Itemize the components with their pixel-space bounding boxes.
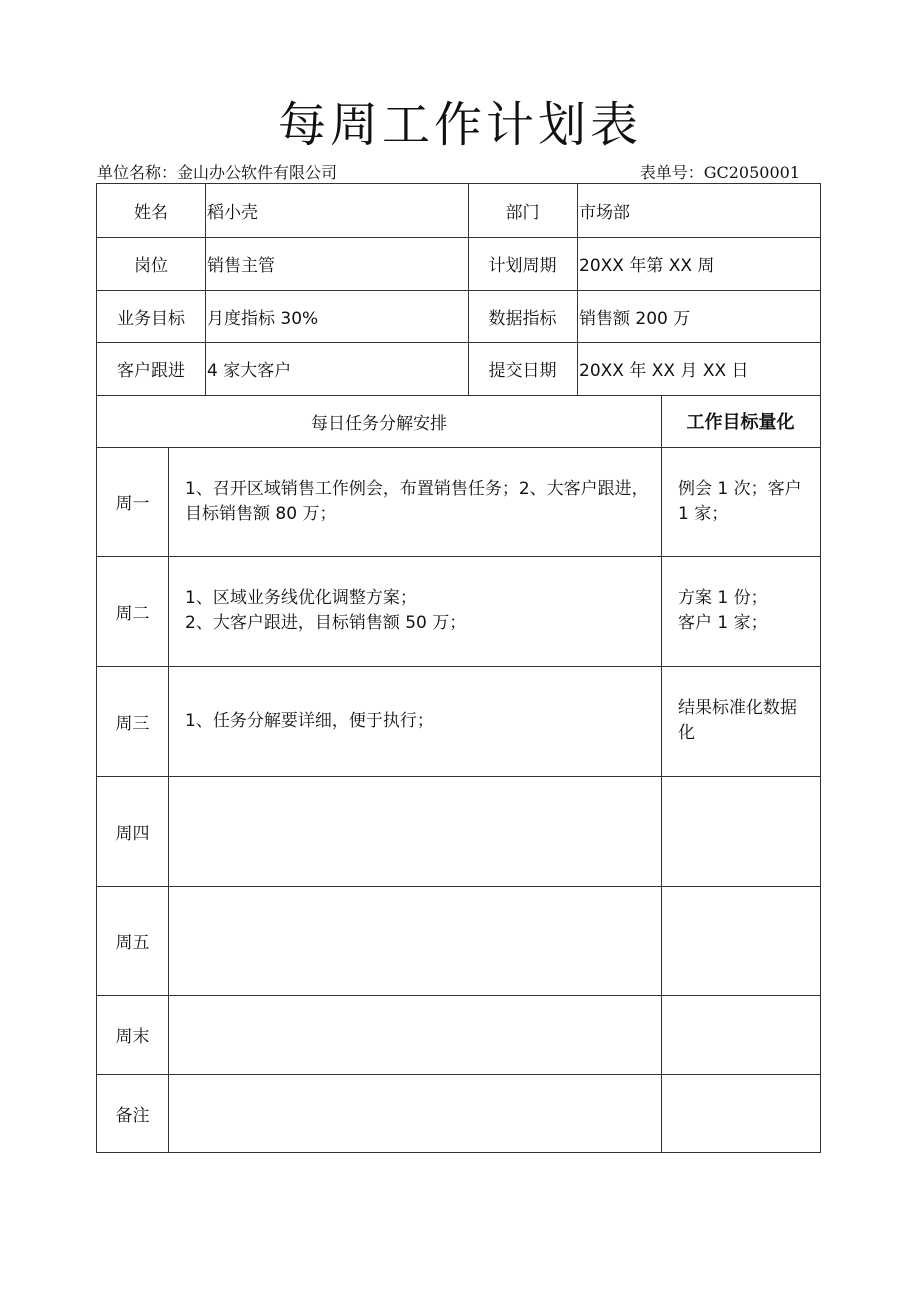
submit-label: 提交日期 [488, 361, 557, 381]
dept-value: 市场部 [579, 203, 630, 223]
client-value: 4 家大客户 [207, 361, 292, 381]
remarks-goal [662, 1074, 820, 1152]
period-label: 计划周期 [488, 256, 557, 276]
name-label: 姓名 [134, 203, 168, 223]
day-task [169, 776, 661, 886]
day-goal [662, 776, 820, 886]
data-label: 数据指标 [488, 308, 557, 329]
form-number: 表单号：GC2050001 [639, 163, 800, 182]
target-value: 月度指标 30% [207, 308, 319, 329]
plan-table [96, 183, 821, 1153]
day-task: 1、任务分解要详细，便于执行； [185, 710, 434, 731]
remarks-label: 备注 [115, 1105, 150, 1126]
day-goal: 例会 1 次；客户 1 家； [678, 478, 802, 524]
position-label: 岗位 [134, 256, 168, 276]
day-goal [662, 995, 820, 1074]
day-task: 1、区域业务线优化调整方案； 2、大客户跟进，目标销售额 50 万； [185, 588, 467, 633]
name-value: 稻小壳 [207, 203, 258, 223]
submit-value: 20XX 年 XX 月 XX 日 [579, 361, 749, 381]
day-label: 周三 [115, 713, 150, 734]
dept-label: 部门 [505, 203, 540, 223]
day-label: 周末 [115, 1027, 150, 1047]
day-goal: 结果标准化数据化 [678, 698, 797, 743]
day-label: 周二 [115, 603, 150, 624]
day-goal [662, 886, 820, 995]
position-value: 销售主管 [207, 256, 275, 276]
client-label: 客户跟进 [117, 361, 185, 381]
goals-header: 工作目标量化 [686, 412, 795, 433]
day-label: 周四 [115, 823, 150, 844]
page-title: 每周工作计划表 [277, 97, 642, 153]
data-value: 销售额 200 万 [579, 308, 691, 329]
day-goal: 方案 1 份； 客户 1 家； [678, 588, 768, 633]
day-task [169, 995, 661, 1074]
day-task [169, 886, 661, 995]
remarks-task [169, 1074, 661, 1152]
tasks-header: 每日任务分解安排 [311, 413, 447, 434]
period-value: 20XX 年第 XX 周 [579, 256, 715, 276]
company-name: 单位名称：金山办公软件有限公司 [97, 163, 338, 182]
day-task: 1、召开区域销售工作例会，布置销售任务；2、大客户跟进，目标销售额 80 万； [185, 478, 649, 524]
day-label: 周一 [115, 494, 150, 514]
day-label: 周五 [115, 933, 150, 953]
target-label: 业务目标 [117, 308, 185, 329]
